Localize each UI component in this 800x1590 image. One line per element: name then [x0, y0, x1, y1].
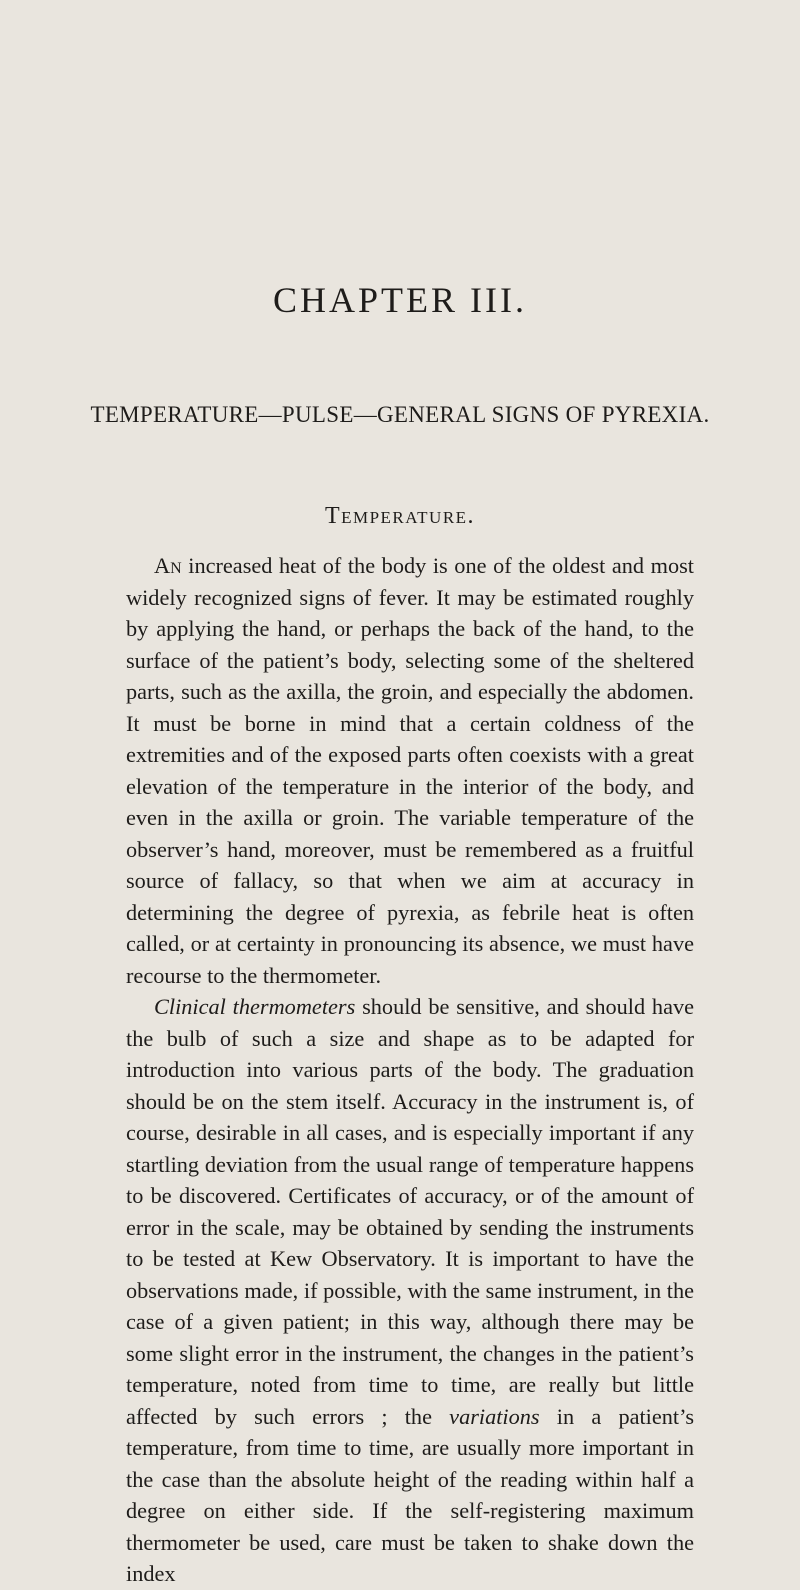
chapter-title: CHAPTER III. [273, 280, 527, 320]
paragraph-2-italic-mid: variations [449, 1403, 540, 1429]
paragraph-2-italic-lead: Clinical thermometers [154, 994, 356, 1019]
body-text [126, 550, 694, 1590]
paragraph-2 [126, 991, 694, 1590]
paragraph-1-text: increased heat of the body is one of the oldest and most widely recognized signs of fever. It may be estimated roughly by applying the hand, or perhaps the back of the hand, to the surface of the patient’s body, selecting some of the sheltered parts, such as the axilla, the groin, and especially the abdomen. It must be borne in mind that a certain coldness of the extremities and of the exposed parts often coexists with a great elevation of the temperature in the interior of the body, and even in the axilla or groin. The variable temperature of the observer’s hand, moreover, must be remembered as a fruitful source of fallacy, so that when we aim at accuracy in determining the degree of pyrexia, as febrile heat is often called, or at certainty in pronouncing its absence, we must have recourse to the thermometer. [126, 553, 694, 988]
chapter-subtitle: TEMPERATURE—PULSE—GENERAL SIGNS OF PYREXIA. [90, 402, 710, 427]
paragraph-2-text-a: should be sensitive, and should have the bulb of such a size and shape as to be adapted for introduction into various parts of the body. The graduation should be on the stem itself. Accuracy in the instrument is, of course, desirable in all cases, and is especially important if any startling deviation from the usual range of temperature happens to be discovered. Certificates of accuracy, or of the amount of error in the scale, may be obtained by sending the instruments to be tested at Kew Observatory. It is important to have the observations made, if possible, with the same instrument, in the case of a given patient; in this way, although there may be some slight error in the instrument, the changes in the patient’s temperature, noted from time to time, are really but little affected by such errors ; the [126, 994, 695, 1429]
paragraph-1 [126, 550, 694, 991]
paragraph-lead-word: An [154, 553, 182, 578]
section-heading: Temperature. [324, 503, 476, 529]
paragraph-2-text-b: in a patient’s temperature, from time to time, are usually more important in the case than the absolute height of the reading within half a degree on either side. If the self-registering maximum thermometer be used, care must be taken to shake down the index [126, 1403, 694, 1586]
